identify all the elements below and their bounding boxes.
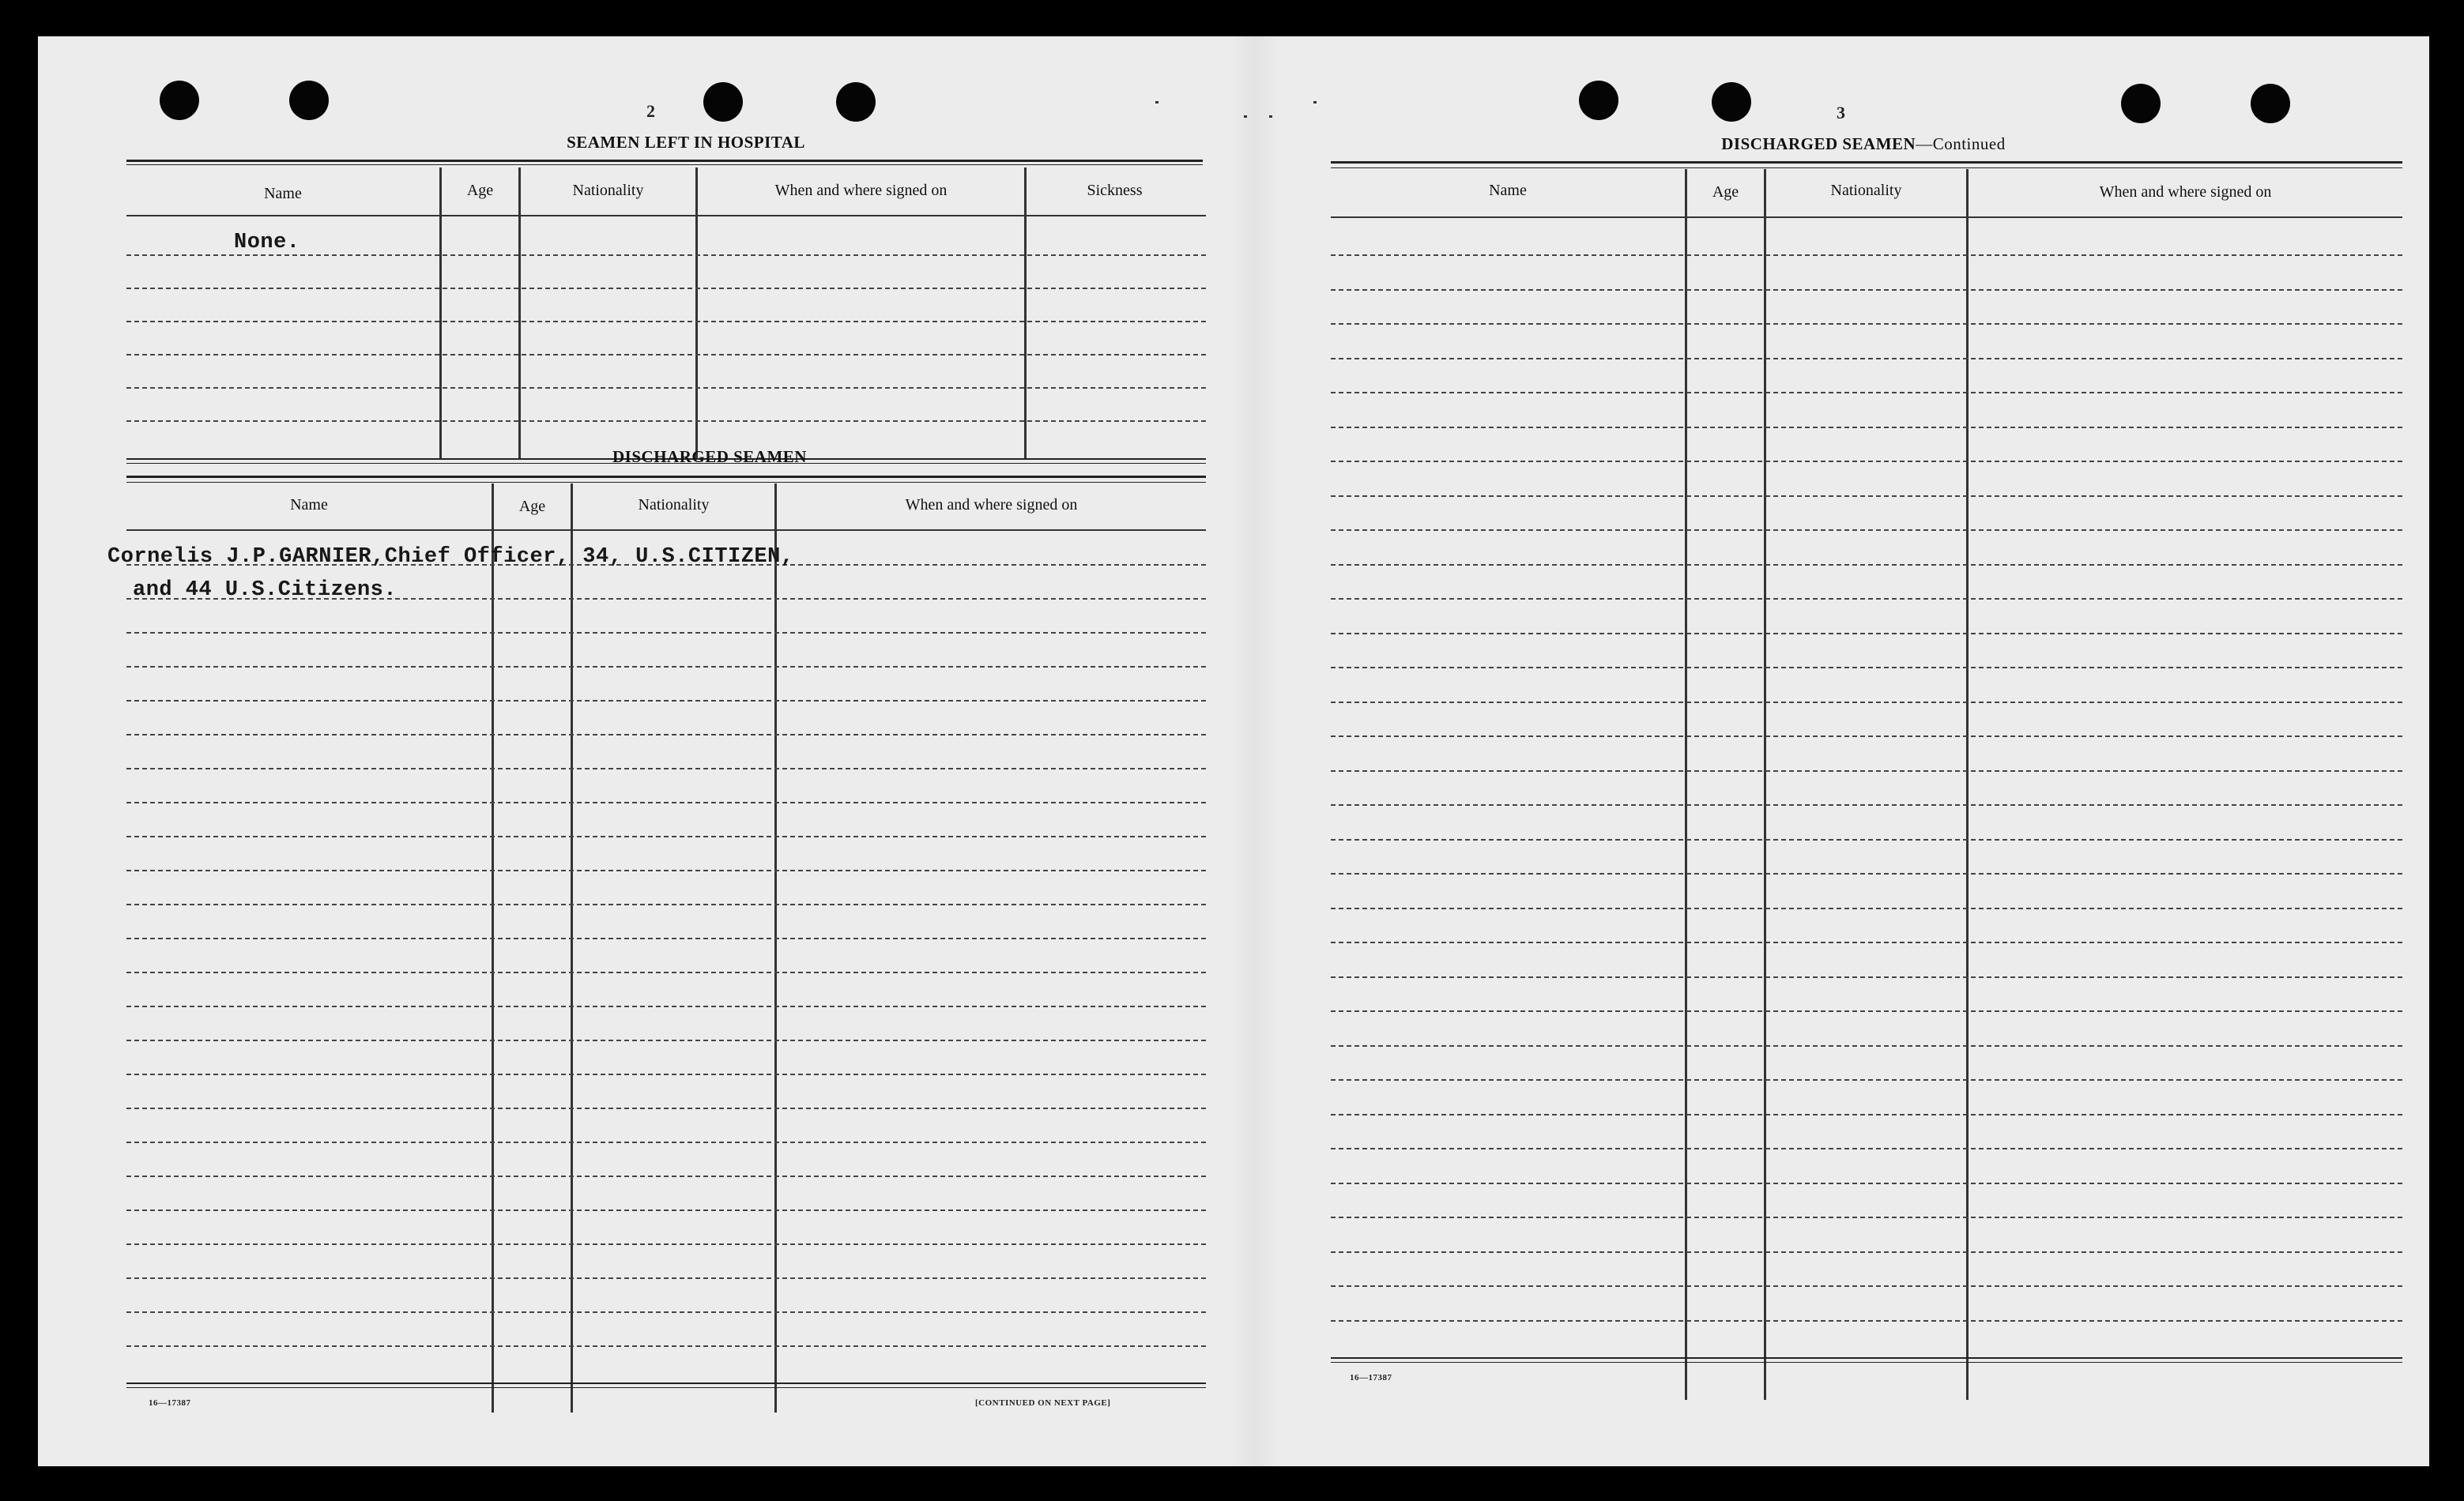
table-row-line [1331,358,2402,359]
discharged-top-rule-thin [126,482,1206,483]
discharged-continued-title [1587,134,2140,154]
hospital-col-signed-on: When and where signed on [774,182,948,199]
table-row-line [126,666,1206,668]
hospital-col-divider [1024,167,1027,460]
table-row-line [126,836,1206,837]
table-row-line [1331,392,2402,393]
punch-hole [1579,81,1618,120]
table-row-line [1331,1045,2402,1047]
table-row-line [126,1176,1206,1177]
punch-hole [160,81,199,120]
table-row-line [126,1243,1206,1245]
discharged-continued-title-main: DISCHARGED SEAMEN [1721,134,1916,153]
table-row-line [126,1040,1206,1041]
table-row-line [126,1142,1206,1143]
table-row-line [1331,1183,2402,1184]
table-row-line [1331,529,2402,531]
table-row-line [1331,1251,2402,1253]
table-row-line [1331,427,2402,428]
table-row-line [1331,254,2402,256]
table-row-line [1331,804,2402,806]
hospital-entry: None. [234,231,300,254]
right-col-divider [1764,169,1766,1400]
discharged-col-divider [774,483,777,1413]
table-row-line [1331,1320,2402,1322]
table-row-line [1331,1217,2402,1218]
table-row-line [1331,633,2402,634]
discharged-continued-suffix: —Continued [1916,134,2006,153]
right-top-rule [1331,161,2402,164]
hospital-col-age: Age [466,182,494,199]
ink-speck [1269,115,1272,118]
table-row-line [1331,908,2402,909]
table-row-line [1331,598,2402,600]
ink-speck [1155,101,1159,103]
table-row-line [1331,1148,2402,1149]
discharged-top-rule [126,476,1206,478]
table-row-line [126,802,1206,803]
page-number-right: 3 [1837,103,1845,122]
discharged-section-title: DISCHARGED SEAMEN [612,447,807,466]
form-number-right: 16—17387 [1350,1373,1392,1382]
right-col-nationality: Nationality [1830,182,1902,199]
discharged-col-signed-on: When and where signed on [905,496,1078,514]
table-row-line [1331,1010,2402,1012]
discharged-col-divider [571,483,573,1413]
right-col-name: Name [1489,182,1527,199]
hospital-row-line [126,288,1206,289]
hospital-row-line [126,420,1206,422]
right-col-divider [1685,169,1687,1400]
document-sheet [38,36,2429,1466]
punch-hole [2251,84,2290,123]
table-row-line [1331,702,2402,703]
punch-hole [1712,82,1751,122]
table-row-line [126,768,1206,769]
table-row-line [126,1074,1206,1075]
table-row-line [1331,289,2402,291]
form-number-left: 16—17387 [149,1398,191,1408]
table-row-line [1331,976,2402,978]
hospital-col-divider [439,167,442,460]
right-header-line [1331,216,2402,218]
page-fold [1231,36,1279,1466]
discharged-col-age: Age [518,498,546,515]
table-row-line [126,1345,1206,1347]
hospital-col-divider [695,167,698,460]
table-row-line [126,1108,1206,1109]
discharged-col-name: Name [290,496,328,514]
ink-speck [1313,101,1317,103]
table-row-line [126,938,1206,939]
punch-hole [703,82,743,122]
page-number-left: 2 [646,101,655,121]
discharged-header-line [126,529,1206,531]
table-row-line [126,1006,1206,1007]
table-row-line [1331,873,2402,875]
right-bottom-rule [1331,1357,2402,1359]
hospital-top-rule-thin [126,164,1203,165]
right-bottom-rule-thin [1331,1362,2402,1363]
hospital-row-line [126,254,1206,256]
hospital-row-line [126,387,1206,389]
hospital-header-line [126,215,1206,216]
ink-speck [1244,115,1247,118]
table-row-line [1331,942,2402,943]
table-row-line [1331,735,2402,737]
hospital-row-line [126,354,1206,356]
table-row-line [1331,461,2402,462]
table-row-line [126,904,1206,905]
table-row-line [1331,667,2402,668]
table-row-line [126,1277,1206,1279]
hospital-col-name: Name [264,185,302,202]
continued-note: [CONTINUED ON NEXT PAGE] [975,1398,1111,1408]
right-col-divider [1966,169,1969,1400]
table-row-line [126,972,1206,973]
discharged-entry-line-1: Cornelis J.P.GARNIER,Chief Officer, 34, U.S.CITIZEN, [107,545,794,569]
hospital-section-title: SEAMEN LEFT IN HOSPITAL [567,133,805,152]
discharged-col-divider [492,483,494,1413]
table-row-line [126,734,1206,735]
hospital-row-line [126,321,1206,322]
table-row-line [126,700,1206,702]
right-col-age: Age [1712,183,1739,201]
table-row-line [1331,839,2402,841]
right-col-signed-on: When and where signed on [2099,183,2272,201]
discharged-col-nationality: Nationality [638,496,710,514]
discharged-entry-line-2: and 44 U.S.Citizens. [133,578,397,602]
table-row-line [1331,323,2402,325]
punch-hole [289,81,329,120]
right-top-rule-thin [1331,167,2402,168]
table-row-line [1331,1285,2402,1287]
punch-hole [2121,84,2161,123]
table-row-line [1331,770,2402,772]
table-row-line [1331,1079,2402,1081]
table-row-line [126,870,1206,871]
discharged-bottom-rule-thin [126,1387,1206,1388]
table-row-line [1331,495,2402,497]
punch-hole [836,82,876,122]
hospital-col-sickness: Sickness [1087,182,1143,199]
table-row-line [126,632,1206,634]
hospital-col-nationality: Nationality [572,182,644,199]
hospital-col-divider [518,167,521,460]
table-row-line [1331,564,2402,566]
discharged-bottom-rule [126,1382,1206,1384]
table-row-line [1331,1114,2402,1115]
table-row-line [126,1311,1206,1313]
table-row-line [126,1209,1206,1211]
hospital-top-rule [126,160,1203,162]
